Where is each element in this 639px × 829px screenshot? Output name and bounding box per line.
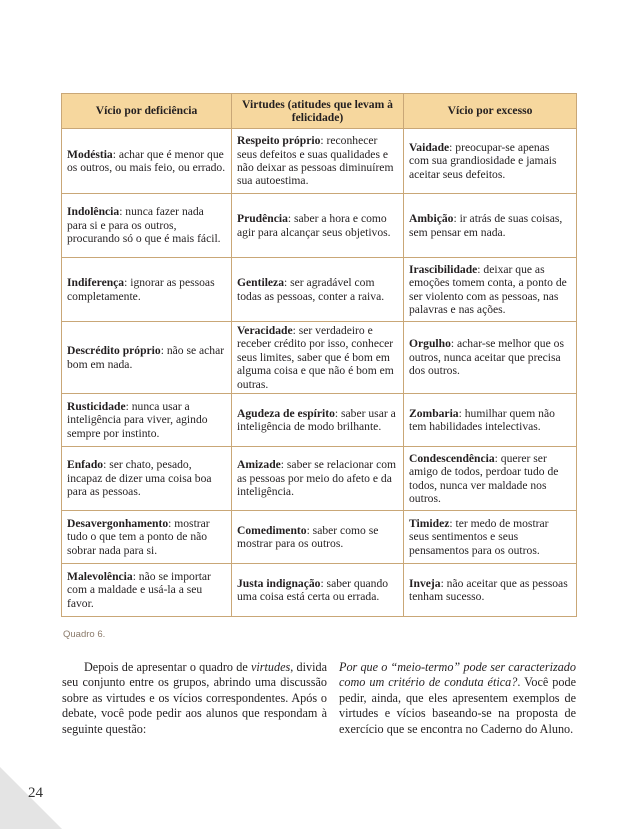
term-description: : ser chato, pesado, incapaz de dizer uma coisa boa para as pessoas. [67,458,212,499]
table-row [62,394,577,447]
table-header-row [62,94,577,129]
term-description: : não se achar bom em nada. [67,344,225,371]
term-label: Enfado [67,458,104,472]
instruction-italic-term: virtudes [250,660,291,674]
term-description: : saber a hora e como agir para alcançar seus objetivos. [237,212,391,239]
term-description: : não se importar com a maldade e usá-la a seu favor. [67,569,211,610]
question-text: Por que o “meio-termo” pode ser caracterizado como um critério de conduta ética? [339,660,576,690]
instruction-text-end: , divida seu conjunto entre os grupos, abrindo uma discussão sobre as virtudes e os vícios correspondentes. Após o debate, você pode pedir aos alunos que respondam à seguinte questão: [62,660,327,736]
vice-deficiency-cell [62,194,232,258]
table-row [62,564,577,617]
vice-deficiency-cell [62,447,232,511]
term-label: Condescendência [409,451,495,465]
virtue-cell [232,322,404,394]
term-description: : ter medo de mostrar seus sentimentos e seus pensamentos para os outros. [409,516,549,557]
term-label: Modéstia [67,147,113,161]
vice-deficiency-cell [62,129,232,194]
vice-deficiency-cell [62,564,232,617]
vice-excess-cell [404,447,577,511]
vice-excess-cell [404,511,577,564]
virtue-cell [232,194,404,258]
header-virtues: Virtudes (atitudes que levam à felicidade) [232,94,404,129]
term-label: Respeito próprio [237,134,321,148]
term-label: Timidez [409,516,450,530]
term-label: Descrédito próprio [67,344,161,358]
vice-excess-cell [404,129,577,194]
term-description: : ignorar as pessoas completamente. [67,276,215,303]
term-description: : saber como se mostrar para os outros. [237,523,379,551]
table-row [62,258,577,322]
term-label: Rusticidade [67,399,126,413]
term-label: Irascibilidade [409,262,478,276]
term-label: Justa indignação [237,576,321,590]
term-label: Inveja [409,576,441,590]
term-label: Zombaria [409,406,459,420]
vice-excess-cell [404,394,577,447]
table-row [62,511,577,564]
term-description: : nunca usar a inteligência para viver, agindo sempre por instinto. [67,399,208,440]
instruction-text-start: Depois de apresentar o quadro de [84,660,251,674]
term-description: : saber quando uma coisa está certa ou errada. [237,576,389,604]
term-description: : achar-se melhor que os outros, nunca aceitar que precisa dos outros. [409,337,564,378]
table-row [62,194,577,258]
term-description: : reconhecer seus defeitos e suas qualidades e não deixar as pessoas diminuírem sua autoestima. [237,134,394,188]
term-label: Desavergonhamento [67,516,169,530]
question-followup-text: . Você pode pedir, ainda, que eles apresentem exemplos de virtudes e vícios baseando-se na proposta de exercício que se encontra no Caderno do Aluno. [339,675,576,736]
vice-excess-cell [404,258,577,322]
header-vice-deficiency: Vício por deficiência [62,94,232,129]
vice-deficiency-cell [62,511,232,564]
question-paragraph [339,660,576,737]
table-caption: Quadro 6. [63,629,106,640]
term-description: : preocupar-se apenas com sua grandiosidade e jamais aceitar seus defeitos. [409,140,557,181]
term-label: Malevolência [67,569,133,583]
term-label: Prudência [237,212,288,226]
virtues-table [61,93,577,617]
term-description: : ser agradável com todas as pessoas, conter a raiva. [237,276,385,303]
term-label: Amizade [237,458,281,472]
term-label: Comedimento [237,523,307,537]
table-row [62,322,577,394]
term-label: Veracidade [237,324,293,337]
vice-excess-cell [404,322,577,394]
term-label: Vaidade [409,140,450,154]
page-number: 24 [28,785,43,801]
term-description: : ser verdadeiro e receber crédito por isso, conhecer seus limites, saber que é bom em alguma coisa e que não é bom em outras. [237,324,394,391]
term-label: Ambição [409,212,454,226]
vice-deficiency-cell [62,394,232,447]
term-description: : humilhar quem não tem habilidades intelectivas. [409,406,555,434]
term-label: Agudeza de espírito [237,406,335,420]
term-description: : querer ser amigo de todos, perdoar tudo de todos, nunca ver maldade nos outros. [409,451,559,505]
virtue-cell [232,511,404,564]
vice-deficiency-cell [62,322,232,394]
table-row [62,129,577,194]
term-description: : achar que é menor que os outros, ou mais feio, ou errado. [67,147,226,174]
virtue-cell [232,447,404,511]
virtue-cell [232,129,404,194]
term-description: : saber usar a inteligência de modo brilhante. [237,406,396,434]
term-description: : deixar que as emoções tomem conta, a ponto de ser violento com as pessoas, nas palavras e nas ações. [409,262,567,316]
vice-excess-cell [404,194,577,258]
virtue-cell [232,564,404,617]
term-description: : mostrar tudo o que tem a ponto de não sobrar nada para si. [67,516,210,557]
term-description: : nunca fazer nada para si e para os outros, procurando só o que é mais fácil. [67,205,221,246]
virtue-cell [232,258,404,322]
table-body [62,129,577,617]
term-label: Gentileza [237,276,285,290]
term-description: : saber se relacionar com as pessoas por meio do afeto e da inteligência. [237,458,397,499]
term-description: : não aceitar que as pessoas tenham sucesso. [409,576,568,604]
table-row [62,447,577,511]
instruction-paragraph [62,660,327,737]
vice-deficiency-cell [62,258,232,322]
term-description: : ir atrás de suas coisas, sem pensar em nada. [409,212,563,239]
term-label: Indolência [67,205,120,219]
vice-excess-cell [404,564,577,617]
virtue-cell [232,394,404,447]
term-label: Indiferença [67,276,125,290]
term-label: Orgulho [409,337,451,351]
header-vice-excess: Vício por excesso [404,94,577,129]
